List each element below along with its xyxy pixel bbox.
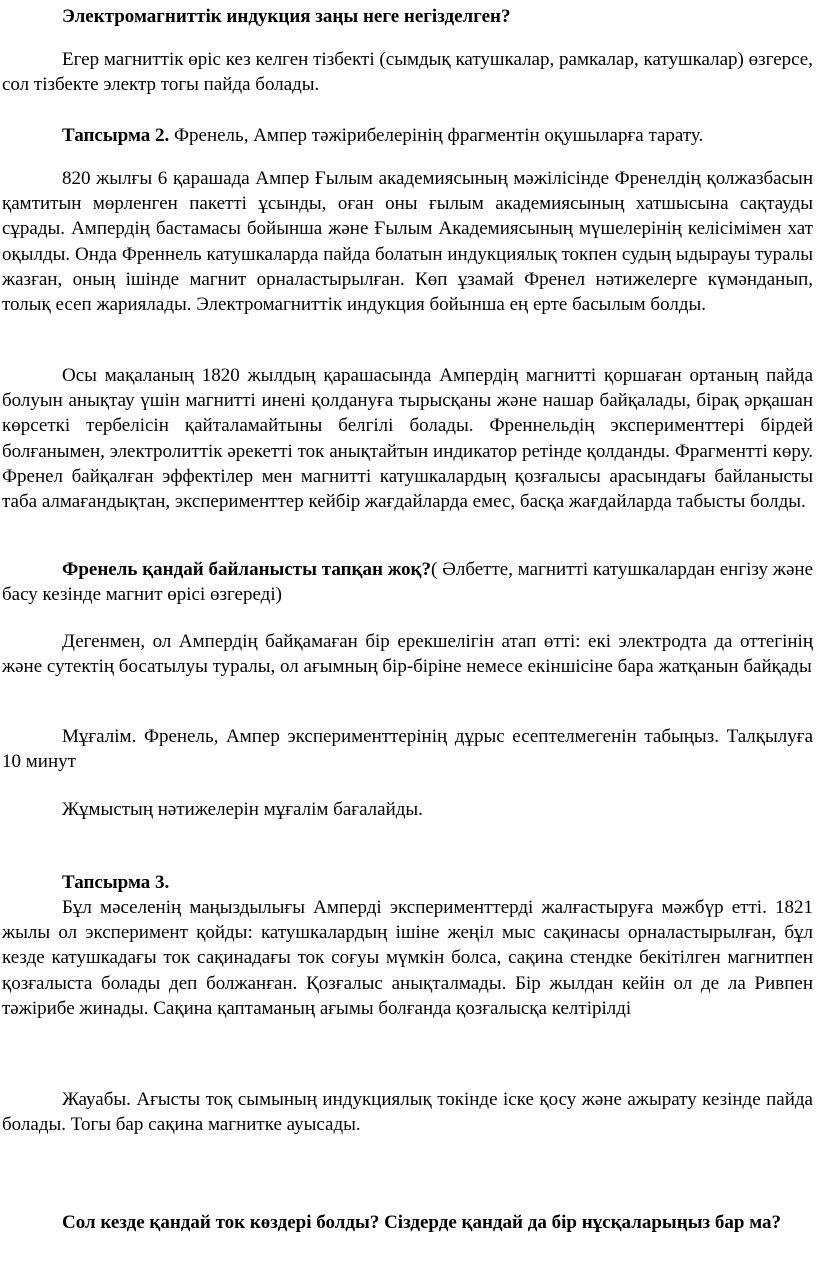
question-fresnel-bold: Френель қандай байланысты тапқан жоқ? — [62, 559, 431, 580]
paragraph-article: Осы мақаланың 1820 жылдың қарашасында Ампердің магнитті қоршаған ортаның пайда болуын анықтау үшін магнитті инені қолдануға тырысқаны және нашар байқалады, бірақ әрқашан көрсеткі тербелісін қайталамайтыны белгілі болады. Френнельдің эксперименттері бірдей болғанымен, электролиттік әрекетті ток анықтайтын индикатор ретінде қолданды. Фрагментті көру. Френел байқалған эффектілер мен магнитті катушкалардың қозғалысы арасындағы байланысты таба алмағандықтан, эксперименттер кейбір жағдайларда емес, басқа жағдайларда табысты болды. — [2, 365, 813, 513]
heading-law-basis: Электромагниттік индукция заңы неге негізделген? — [62, 6, 511, 27]
task-3-heading: Тапсырма 3. — [62, 872, 170, 893]
question-current-sources: Сол кезде қандай ток көздері болды? Сіздерде қандай да бір нұсқаларыңыз бар ма? — [62, 1212, 782, 1233]
teacher-task: Мұғалім. Френель, Ампер эксперименттерінің дұрыс есептелмегенін табыңыз. Талқылуға 10 минут — [2, 726, 813, 773]
task-2-text: Френель, Ампер тәжірибелерінің фрагментін оқушыларға тарату. — [169, 125, 704, 146]
answer-paragraph: Жауабы. Ағысты тоқ сымының индукциялық токінде іске қосу және ажырату кезінде пайда болады. Тогы бар сақина магнитке ауысады. — [2, 1089, 813, 1136]
paragraph-electrodes: Дегенмен, ол Ампердің байқамаған бір ерекшелігін атап өтті: екі электродта да оттегінің және сутектің босатылуы туралы, ол ағымның бір-біріне немесе екіншісіне бара жатқанын байқады — [2, 631, 813, 678]
teacher-assessment: Жұмыстың нәтижелерін мұғалім бағалайды. — [62, 799, 423, 820]
task-2-label: Тапсырма 2. — [62, 125, 170, 146]
question-fresnel — [2, 557, 813, 607]
task-2-heading — [2, 123, 813, 148]
question-fresnel-answer: ( Әлбетте, магнитті катушкалардан енгізу және басу кезінде магнит өрісі өзгереді) — [2, 559, 813, 606]
task-3-text: Бұл мәселенің маңыздылығы Амперді эксперименттерді жалғастыруға мәжбүр етті. 1821 жылы ол эксперимент қойды: катушкалардың ішіне жеңіл мыс сақинасы орналастырылған, бұл кезде катушкадағы ток сақинадағы ток соғуы мүмкін болса, сақина стендке бекітілген магнитпен қозғалыста болады деп болжанған. Қозғалыс анықталмады. Бір жылдан кейін ол де ла Ривпен тәжірибе жинады. Сақина қаптаманың ағымы болғанда қозғалысқа келтірілді — [2, 897, 813, 1019]
paragraph-ampere-fresnel-history: 820 жылғы 6 қарашада Ампер Ғылым академиясының мәжілісінде Френелдің қолжазбасын қамтитын мөрленген пакетті ұсынды, оған оны ғылым академиясының хатшысына сақтауды сұрады. Ампердің бастамасы бойынша және Ғылым Академиясының мүшелерінің келісімімен хат оқылды. Онда Френнель катушкаларда пайда болатын индукциялық токпен судың ыдырауы туралы жазған, оның ішінде магнит орналастырылған. Көп ұзамай Френел нәтижелерге күмәнданып, толық есеп жариялады. Электромагниттік индукция бойынша ең ерте басылым болды. — [2, 168, 813, 316]
paragraph-definition: Егер магниттік өріс кез келген тізбекті (сымдық катушкалар, рамкалар, катушкалар) өзгерсе, сол тізбекте электр тогы пайда болады. — [2, 49, 813, 96]
